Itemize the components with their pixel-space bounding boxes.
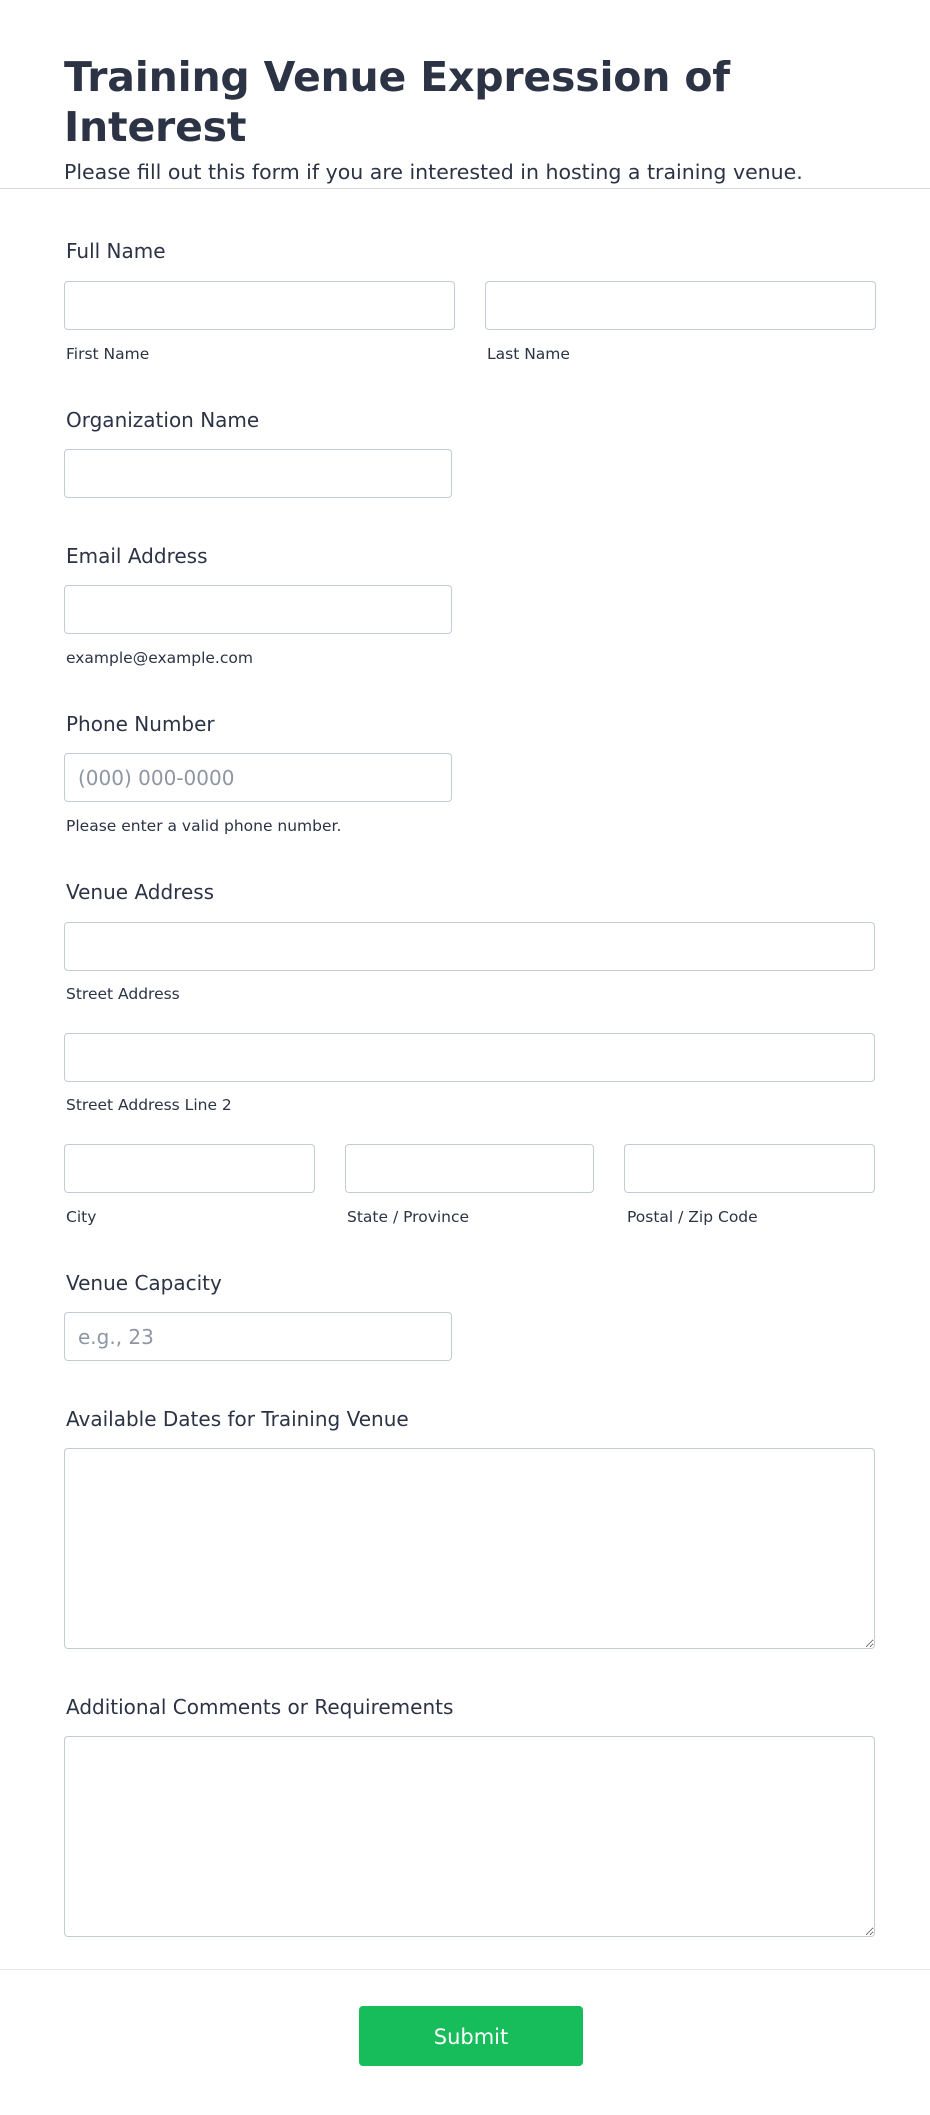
form-header	[0, 0, 930, 189]
state-province-input[interactable]	[345, 1144, 594, 1193]
postal-zip-sublabel: Postal / Zip Code	[627, 1208, 758, 1226]
postal-zip-input[interactable]	[624, 1144, 875, 1193]
venue-capacity-input[interactable]	[64, 1312, 452, 1361]
email-sublabel: example@example.com	[66, 649, 253, 667]
full-name-label: Full Name	[66, 239, 166, 263]
available-dates-label: Available Dates for Training Venue	[66, 1407, 409, 1431]
email-address-label: Email Address	[66, 544, 208, 568]
street-address-line2-sublabel: Street Address Line 2	[66, 1096, 232, 1114]
phone-number-input[interactable]	[64, 753, 452, 802]
first-name-input[interactable]	[64, 281, 455, 330]
venue-capacity-label: Venue Capacity	[66, 1271, 222, 1295]
form-title: Training Venue Expression of Interest	[64, 53, 730, 151]
email-input[interactable]	[64, 585, 452, 634]
phone-sublabel: Please enter a valid phone number.	[66, 817, 342, 835]
last-name-input[interactable]	[485, 281, 876, 330]
state-province-sublabel: State / Province	[347, 1208, 470, 1226]
city-input[interactable]	[64, 1144, 315, 1193]
submit-button[interactable]: Submit	[359, 2006, 583, 2066]
organization-name-label: Organization Name	[66, 408, 260, 432]
last-name-sublabel: Last Name	[487, 345, 570, 363]
additional-comments-textarea[interactable]	[64, 1736, 875, 1937]
street-address-sublabel: Street Address	[66, 985, 180, 1003]
footer-divider	[0, 1969, 930, 1970]
phone-number-label: Phone Number	[66, 712, 215, 736]
organization-name-input[interactable]	[64, 449, 452, 498]
city-sublabel: City	[66, 1208, 97, 1226]
additional-comments-label: Additional Comments or Requirements	[66, 1695, 454, 1719]
venue-address-label: Venue Address	[66, 880, 215, 904]
form-subtitle: Please fill out this form if you are interested in hosting a training venue.	[64, 160, 803, 184]
available-dates-textarea[interactable]	[64, 1448, 875, 1649]
street-address-line2-input[interactable]	[64, 1033, 875, 1082]
first-name-sublabel: First Name	[66, 345, 150, 363]
street-address-input[interactable]	[64, 922, 875, 971]
